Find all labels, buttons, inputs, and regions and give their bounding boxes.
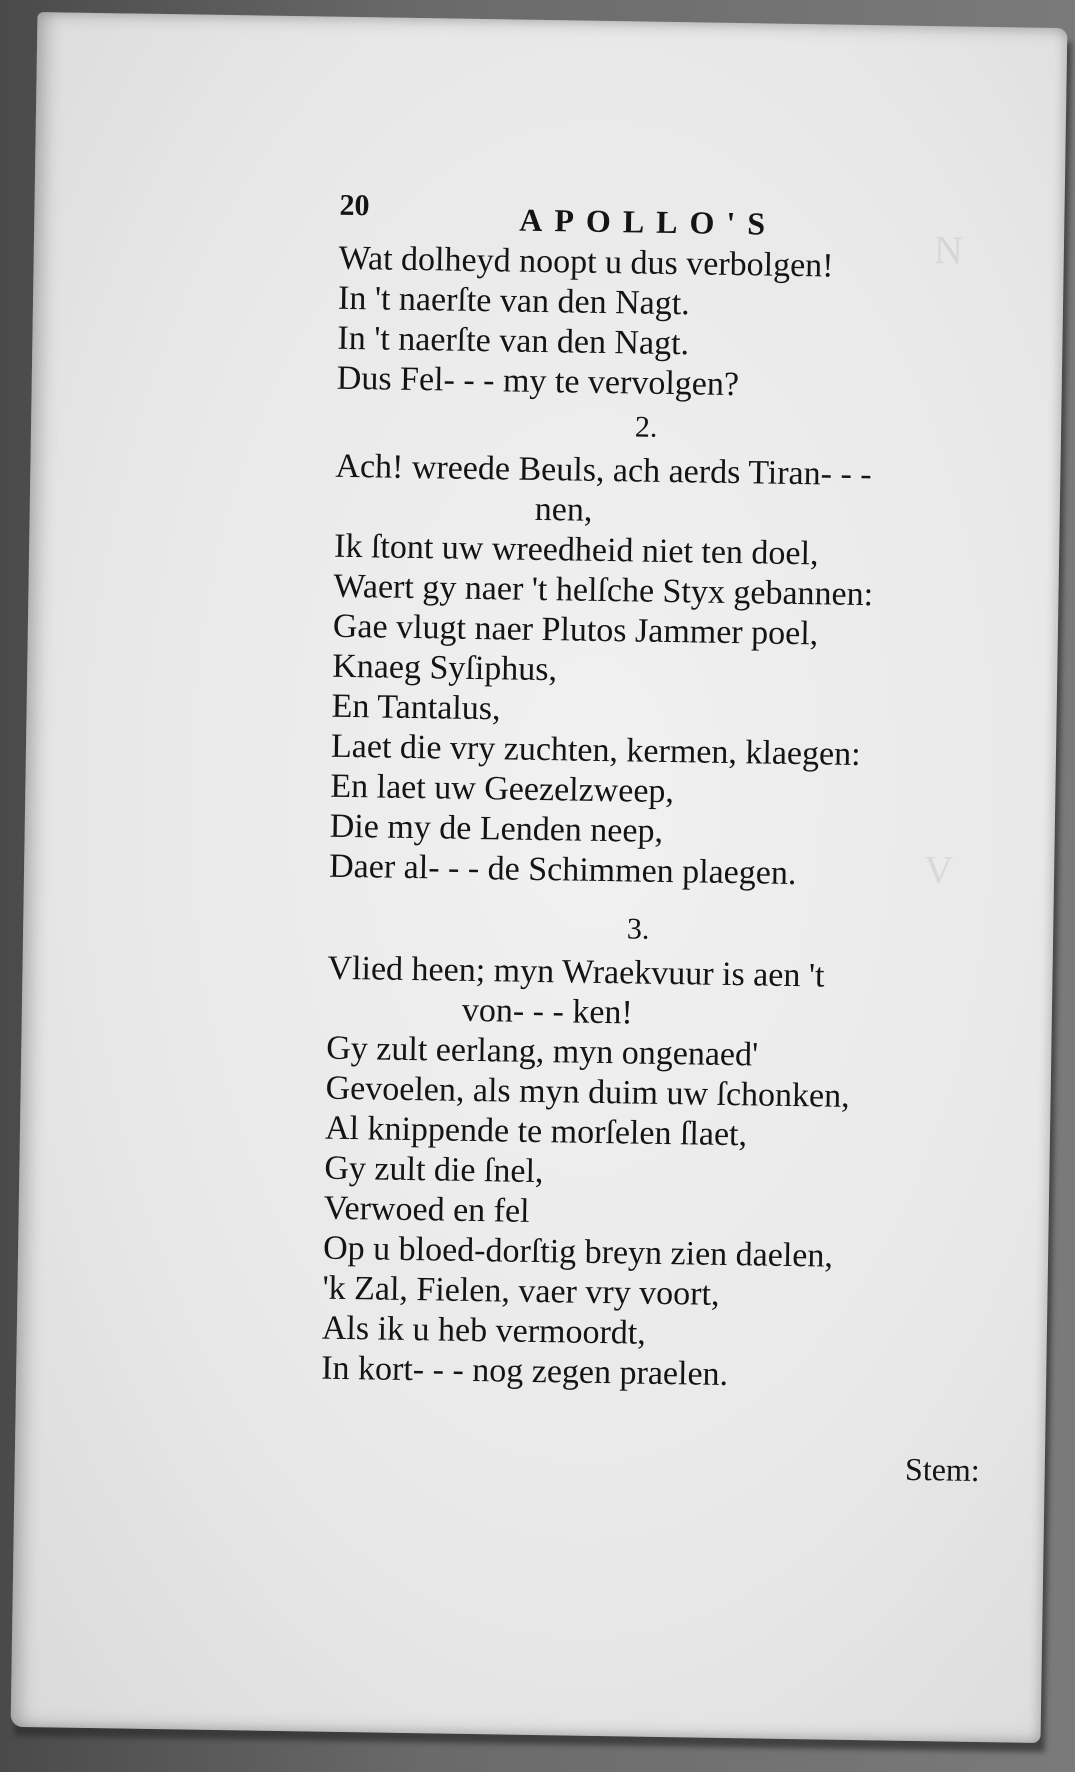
verse-line: Ik ſtont uw wreedheid niet ten doel, bbox=[333, 527, 819, 573]
verse-line: En Tantalus, bbox=[331, 687, 501, 728]
verse-line: von- - - ken! bbox=[461, 991, 634, 1032]
stanza-2 bbox=[329, 399, 997, 897]
verse-line: In kort- - - nog zegen praelen. bbox=[320, 1349, 729, 1394]
verse-line: nen, bbox=[534, 490, 593, 529]
bleed-through-text: N bbox=[933, 227, 974, 273]
verse-line: Gae vlugt naer Plutos Jammer poel, bbox=[332, 607, 819, 653]
verse-line: Op u bloed-dorſtig breyn zien daelen, bbox=[322, 1229, 834, 1275]
book-page bbox=[11, 12, 1068, 1743]
verse-line: 'k Zal, Fielen, vaer vry voort, bbox=[322, 1269, 720, 1313]
bleed-through-text: V bbox=[923, 847, 964, 893]
verse-line: Gevoelen, als myn duim uw ſchonken, bbox=[325, 1069, 850, 1115]
verse-line: In 't naerſte van den Nagt. bbox=[337, 319, 690, 363]
verse-line: Ach! wreede Beuls, ach aerds Tiran- - - bbox=[335, 447, 872, 494]
verse-line: Vlied heen; myn Wraekvuur is aen 't bbox=[327, 949, 825, 995]
stanza-number: 2. bbox=[634, 410, 658, 444]
verse-line: Knaeg Syſiphus, bbox=[332, 647, 558, 689]
verse-line: Die my de Lenden neep, bbox=[329, 807, 664, 850]
verse-line: En laet uw Geezelzweep, bbox=[330, 767, 675, 811]
verse-line: Al knippende te morſelen ſlaet, bbox=[324, 1109, 748, 1154]
stanza-number: 3. bbox=[626, 912, 650, 946]
verse-line: Gy zult eerlang, myn ongenaed' bbox=[326, 1029, 759, 1074]
verse-line: Gy zult die ſnel, bbox=[324, 1149, 544, 1191]
verse-line: Daer al- - - de Schimmen plaegen. bbox=[328, 847, 797, 893]
stanza-3 bbox=[321, 901, 989, 1399]
verse-line: Laet die vry zuchten, kermen, klaegen: bbox=[330, 727, 861, 774]
verse-line: Waert gy naer 't helſche Styx gebannen: bbox=[333, 567, 874, 614]
catchword: Stem: bbox=[904, 1450, 981, 1488]
verse-line: Dus Fel- - - my te vervolgen? bbox=[336, 359, 740, 404]
verse-line: Wat dolheyd noopt u dus verbolgen! bbox=[338, 239, 834, 285]
verse-line: Verwoed en fel bbox=[323, 1189, 530, 1230]
verse-line: Als ik u heb vermoordt, bbox=[321, 1309, 647, 1352]
page-number: 20 bbox=[339, 188, 370, 223]
page-content bbox=[320, 187, 1000, 1488]
page-header bbox=[339, 187, 1000, 249]
running-title: APOLLO'S bbox=[519, 201, 778, 242]
verse-line: In 't naerſte van den Nagt. bbox=[337, 279, 690, 323]
stanza-1 bbox=[336, 239, 998, 409]
